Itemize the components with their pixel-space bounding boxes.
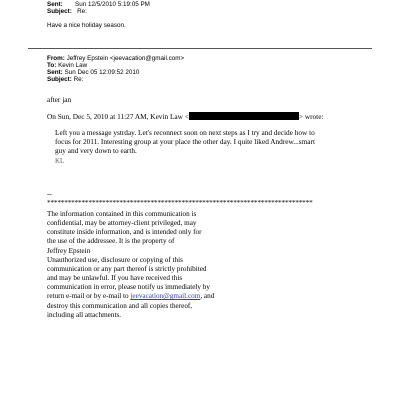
disclaimer-line: Unauthorized use, disclosure or copying of this — [47, 255, 183, 264]
prev-sent-label: Sent: — [47, 1, 63, 8]
prev-body: Have a nice holiday season. — [47, 22, 126, 29]
sent-value: Sun Dec 05 12:09:52 2010 — [64, 69, 140, 76]
sent-row — [47, 69, 139, 76]
disclaimer-line: including all attachments. — [47, 310, 122, 319]
disclaimer-line: the use of the addressee. It is the property of — [47, 237, 175, 246]
sent-label: Sent: — [47, 69, 63, 76]
to-label: To: — [47, 62, 57, 69]
quoted-line: Left you a message ystrday. Let's reconnect soon on next steps as I try and decide how to — [55, 128, 315, 137]
from-value: Jeffrey Epstein <jeevacation@gmail.com> — [66, 55, 185, 62]
redaction-block — [189, 112, 299, 120]
disclaimer-line: communication or any part thereof is strictly prohibited — [47, 264, 207, 273]
prev-subject-value: Re: — [77, 8, 87, 15]
from-row — [47, 55, 184, 62]
signature: KL — [55, 157, 65, 165]
prev-subject-row — [47, 8, 87, 15]
to-value: Kevin Law — [58, 62, 88, 69]
subject-label: Subject: — [47, 76, 72, 83]
disclaimer-line: The information contained in this communication is — [47, 210, 197, 218]
disclaimer-line: communication in error, please notify us immediately by — [47, 283, 210, 292]
disclaimer-contact-before: return e-mail or by e-mail to — [47, 292, 131, 301]
quote-intro-after: > wrote: — [298, 112, 324, 121]
prev-sent-value: Sun 12/5/2010 5:19:05 PM — [75, 1, 150, 8]
disclaimer-line: and may be unlawful. If you have received this — [47, 274, 183, 283]
disclaimer — [47, 210, 214, 320]
separator-dashes: -- — [47, 189, 52, 198]
email-link[interactable]: jeevacation@gmail.com — [130, 292, 201, 301]
quoted-line: focus for 2011. Interesting group at your place the other day. I quite liked Andrew...smart — [55, 137, 315, 146]
message-divider — [28, 48, 372, 49]
disclaimer-line: Jeffrey Epstein — [47, 246, 91, 255]
to-row — [47, 62, 87, 69]
disclaimer-contact-line — [47, 292, 214, 301]
separator-stars: ***************************************************************************** — [47, 198, 313, 207]
subject-row — [47, 76, 83, 83]
prev-subject-label: Subject: — [47, 8, 72, 15]
subject-value: Re: — [73, 76, 84, 83]
reply-body: after jan — [47, 95, 72, 104]
quote-intro — [47, 112, 323, 121]
disclaimer-line: destroy this communication and all copies thereof, — [47, 301, 193, 310]
disclaimer-contact-after: , and — [200, 292, 215, 301]
quote-intro-before: On Sun, Dec 5, 2010 at 11:27 AM, Kevin Law < — [47, 112, 189, 121]
prev-sent-row — [47, 1, 150, 8]
disclaimer-line: constitute inside information, and is intended only for — [47, 228, 202, 237]
from-label: From: — [47, 55, 65, 62]
quoted-line: guy and very down to earth. — [55, 146, 137, 155]
disclaimer-line: confidential, may be attorney-client privileged, may — [47, 219, 197, 228]
